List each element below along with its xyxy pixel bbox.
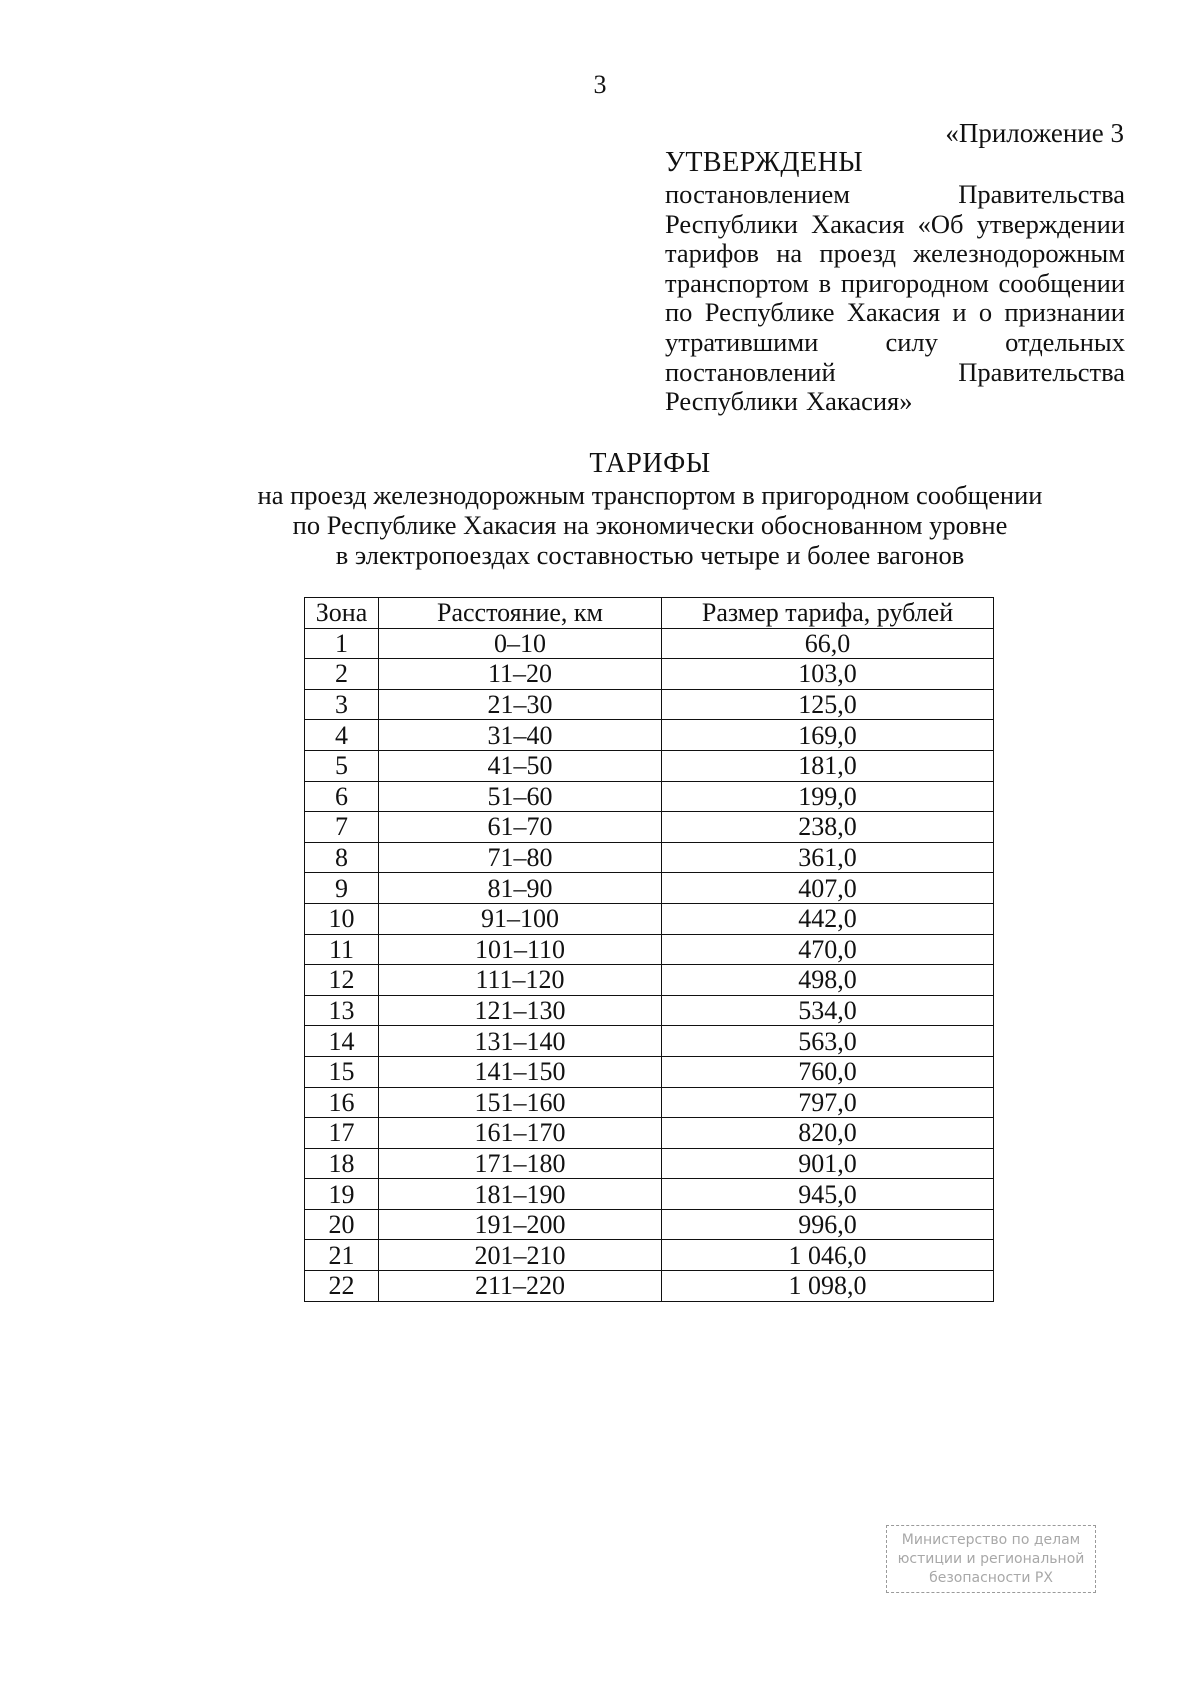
approval-line <box>665 210 1125 240</box>
stamp-line: Министерство по делам <box>901 1532 1081 1548</box>
approval-word: Хакасия <box>846 297 941 328</box>
approval-line <box>665 239 1125 269</box>
stamp-line: безопасности РХ <box>929 1570 1053 1586</box>
cell-tariff: 563,0 <box>662 1026 994 1057</box>
cell-zone: 1 <box>305 628 379 659</box>
approval-word: силу <box>885 326 938 357</box>
approval-word: Республике <box>704 297 835 328</box>
approval-word: тарифов <box>665 238 760 269</box>
approval-word: проезд <box>819 238 896 269</box>
cell-tariff: 407,0 <box>662 873 994 904</box>
table-row <box>305 1240 994 1271</box>
approval-word: отдельных <box>1005 326 1125 357</box>
cell-distance: 31–40 <box>379 720 662 751</box>
cell-distance: 181–190 <box>379 1179 662 1210</box>
approval-word: Республики <box>665 386 798 417</box>
approval-word: утверждении <box>976 208 1125 239</box>
cell-zone: 22 <box>305 1271 379 1302</box>
header-tariff: Размер тарифа, рублей <box>662 598 994 629</box>
approval-line <box>665 180 1125 210</box>
cell-distance: 101–110 <box>379 934 662 965</box>
cell-distance: 71–80 <box>379 842 662 873</box>
approval-line <box>665 358 1125 388</box>
page-number: 3 <box>593 70 607 99</box>
appendix-label: «Приложение 3 <box>945 118 1124 148</box>
cell-distance: 121–130 <box>379 995 662 1026</box>
table-row <box>305 1118 994 1149</box>
table-row <box>305 628 994 659</box>
cell-tariff: 169,0 <box>662 720 994 751</box>
cell-tariff: 498,0 <box>662 965 994 996</box>
cell-zone: 2 <box>305 659 379 690</box>
cell-zone: 13 <box>305 995 379 1026</box>
approval-word: Хакасия» <box>805 386 913 417</box>
table-row <box>305 1179 994 1210</box>
tariff-subtitle-line: в электропоездах составностью четыре и более вагонов <box>335 540 965 570</box>
approval-word: железнодорожным <box>913 238 1125 269</box>
cell-zone: 11 <box>305 934 379 965</box>
cell-distance: 51–60 <box>379 781 662 812</box>
cell-distance: 151–160 <box>379 1087 662 1118</box>
cell-distance: 21–30 <box>379 689 662 720</box>
table-row <box>305 873 994 904</box>
table-row <box>305 689 994 720</box>
header-zone: Зона <box>305 598 379 629</box>
approval-title: УТВЕРЖДЕНЫ <box>665 147 864 178</box>
approval-word: постановлений <box>665 356 836 387</box>
approval-word: Республики <box>665 208 798 239</box>
tariff-subtitle-line: по Республике Хакасия на экономически обоснованном уровне <box>292 510 1008 540</box>
approval-word: «Об <box>917 208 964 239</box>
cell-zone: 21 <box>305 1240 379 1271</box>
cell-distance: 131–140 <box>379 1026 662 1057</box>
cell-distance: 211–220 <box>379 1271 662 1302</box>
cell-tariff: 181,0 <box>662 750 994 781</box>
table-row <box>305 781 994 812</box>
cell-zone: 12 <box>305 965 379 996</box>
cell-zone: 6 <box>305 781 379 812</box>
registration-stamp <box>886 1525 1096 1593</box>
cell-tariff: 470,0 <box>662 934 994 965</box>
cell-zone: 4 <box>305 720 379 751</box>
cell-tariff: 442,0 <box>662 903 994 934</box>
approval-word: признании <box>1004 297 1125 328</box>
table-row <box>305 720 994 751</box>
approval-word: утратившими <box>665 326 819 357</box>
approval-word: и <box>952 297 967 328</box>
cell-zone: 10 <box>305 903 379 934</box>
stamp-line: юстиции и региональной <box>897 1551 1085 1567</box>
approval-word: о <box>978 297 993 328</box>
cell-zone: 3 <box>305 689 379 720</box>
cell-tariff: 66,0 <box>662 628 994 659</box>
approval-word: Правительства <box>958 356 1125 387</box>
cell-distance: 91–100 <box>379 903 662 934</box>
cell-distance: 191–200 <box>379 1209 662 1240</box>
approval-word: по <box>665 297 693 328</box>
cell-tariff: 199,0 <box>662 781 994 812</box>
approval-line <box>665 269 1125 299</box>
cell-tariff: 1 046,0 <box>662 1240 994 1271</box>
cell-zone: 7 <box>305 812 379 843</box>
approval-word: Хакасия <box>811 208 905 239</box>
tariff-table <box>304 597 994 1302</box>
header-distance: Расстояние, км <box>379 598 662 629</box>
cell-zone: 19 <box>305 1179 379 1210</box>
table-row <box>305 1271 994 1302</box>
table-row <box>305 842 994 873</box>
cell-distance: 41–50 <box>379 750 662 781</box>
cell-tariff: 820,0 <box>662 1118 994 1149</box>
cell-tariff: 945,0 <box>662 1179 994 1210</box>
approval-line <box>665 298 1125 328</box>
cell-zone: 8 <box>305 842 379 873</box>
tariff-subtitle-line: на проезд железнодорожным транспортом в пригородном сообщении <box>257 480 1043 510</box>
table-body <box>305 628 994 1301</box>
approval-word: пригородном <box>840 267 989 298</box>
table-header-row <box>305 598 994 629</box>
table-row <box>305 903 994 934</box>
table-row <box>305 659 994 690</box>
table-row <box>305 1209 994 1240</box>
cell-zone: 16 <box>305 1087 379 1118</box>
approval-text <box>665 180 1125 417</box>
cell-zone: 5 <box>305 750 379 781</box>
cell-zone: 15 <box>305 1056 379 1087</box>
cell-tariff: 125,0 <box>662 689 994 720</box>
cell-tariff: 901,0 <box>662 1148 994 1179</box>
cell-zone: 18 <box>305 1148 379 1179</box>
cell-tariff: 1 098,0 <box>662 1271 994 1302</box>
table-row <box>305 965 994 996</box>
tariff-subtitle <box>200 480 1100 570</box>
cell-zone: 17 <box>305 1118 379 1149</box>
cell-tariff: 797,0 <box>662 1087 994 1118</box>
approval-word: на <box>776 238 803 269</box>
cell-tariff: 238,0 <box>662 812 994 843</box>
approval-block <box>665 146 1125 417</box>
cell-zone: 9 <box>305 873 379 904</box>
cell-distance: 81–90 <box>379 873 662 904</box>
cell-zone: 14 <box>305 1026 379 1057</box>
cell-distance: 201–210 <box>379 1240 662 1271</box>
cell-zone: 20 <box>305 1209 379 1240</box>
cell-tariff: 760,0 <box>662 1056 994 1087</box>
approval-word: постановлением <box>665 179 850 209</box>
table-row <box>305 995 994 1026</box>
cell-distance: 61–70 <box>379 812 662 843</box>
table-row <box>305 1056 994 1087</box>
approval-word: сообщении <box>998 267 1125 298</box>
cell-distance: 171–180 <box>379 1148 662 1179</box>
approval-word: транспортом <box>665 267 809 298</box>
cell-tariff: 361,0 <box>662 842 994 873</box>
cell-tariff: 534,0 <box>662 995 994 1026</box>
cell-distance: 11–20 <box>379 659 662 690</box>
cell-tariff: 996,0 <box>662 1209 994 1240</box>
approval-word: в <box>818 267 832 298</box>
table-row <box>305 1026 994 1057</box>
approval-line <box>665 387 1125 417</box>
table-row <box>305 1148 994 1179</box>
cell-distance: 0–10 <box>379 628 662 659</box>
table-row <box>305 934 994 965</box>
tariff-title: ТАРИФЫ <box>589 448 711 479</box>
cell-distance: 141–150 <box>379 1056 662 1087</box>
approval-word: Правительства <box>958 179 1125 209</box>
table-row <box>305 750 994 781</box>
table-row <box>305 1087 994 1118</box>
cell-tariff: 103,0 <box>662 659 994 690</box>
table-row <box>305 812 994 843</box>
cell-distance: 111–120 <box>379 965 662 996</box>
approval-line <box>665 328 1125 358</box>
cell-distance: 161–170 <box>379 1118 662 1149</box>
